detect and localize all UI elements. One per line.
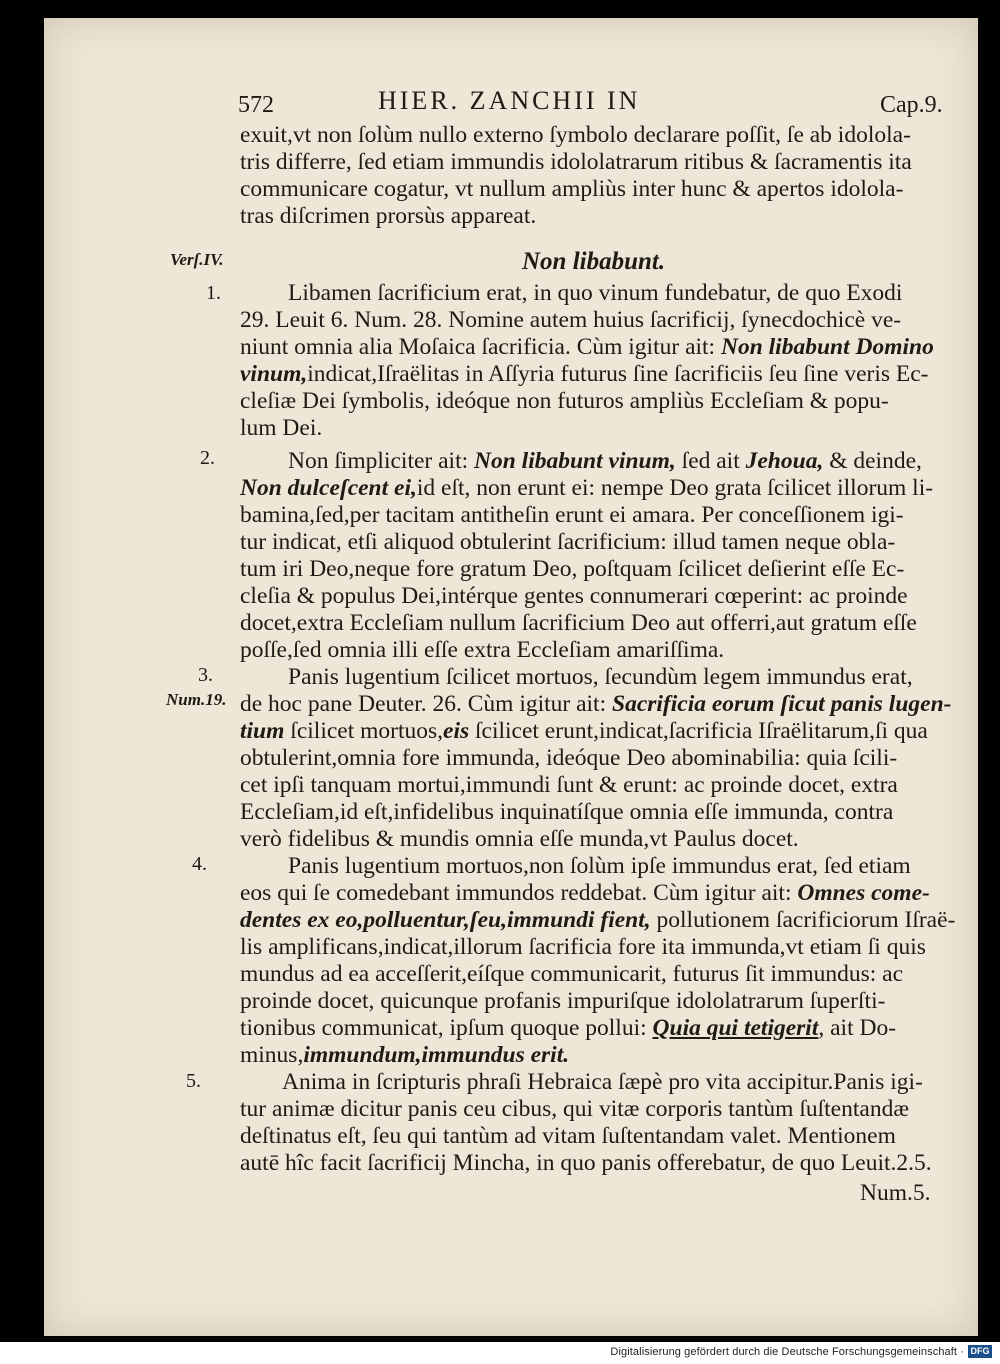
catchword: Num.5.: [860, 1180, 931, 1206]
text-line: tras diſcrimen prorsùs appareat.: [240, 203, 537, 229]
text-line: mundus ad ea acceſſerit,eíſque communicarit, futurus ſit immundus: ac: [240, 961, 904, 987]
text-line: vinum,indicat,Iſraëlitas in Aſſyria futurus ſine ſacrificiis ſeu ſine veris Ec-: [240, 361, 929, 387]
text-line: bamina,ſed,per tacitam antitheſin erunt ei amara. Per conceſſionem igi-: [240, 502, 904, 528]
margin-number: 1.: [206, 282, 221, 304]
text-line: lum Dei.: [240, 415, 323, 441]
text-line: tris differre, ſed etiam immundis idololatrarum ritibus & ſacramentis ita: [240, 149, 912, 175]
text-line: tur animæ dicitur panis ceu cibus, qui vitæ corporis tantùm ſuſtentandæ: [240, 1096, 909, 1122]
margin-number: 2.: [200, 447, 215, 469]
text-line: niunt omnia alia Moſaica ſacrificia. Cùm igitur ait: Non libabunt Domino: [240, 334, 934, 360]
text-line: minus,immundum,immundus erit.: [240, 1042, 570, 1068]
text-line: obtulerint,omnia fore immunda, ideóque Deo abominabilia: quia ſcili-: [240, 745, 898, 771]
margin-number: 3.: [198, 664, 213, 686]
text-line: autē hîc facit ſacrificij Mincha, in quo panis offerebatur, de quo Leuit.2.5.: [240, 1150, 932, 1176]
margin-verse-label: Verſ.IV.: [170, 250, 224, 269]
text-line: tum iri Deo,neque fore gratum Deo, poſtquam ſcilicet deſierint eſſe Ec-: [240, 556, 905, 582]
chapter-label: Cap.9.: [880, 92, 943, 118]
text-line: communicare cogatur, vt nullum ampliùs inter hunc & apertos idolola-: [240, 176, 904, 202]
text-line: lis amplificans,indicat,illorum ſacrificia fore ita immunda,vt etiam ſi quis: [240, 934, 926, 960]
text-line: docet,extra Eccleſiam nullum ſacrificium Deo aut offerri,aut gratum eſſe: [240, 610, 917, 636]
text-line: Libamen ſacrificium erat, in quo vinum fundebatur, de quo Exodi: [288, 280, 903, 306]
page-number: 572: [238, 92, 274, 118]
text-line: Panis lugentium ſcilicet mortuos, ſecundùm legem immundus erat,: [288, 664, 913, 690]
text-line: tium ſcilicet mortuos,eis ſcilicet erunt,indicat,ſacrificia Iſraëlitarum,ſi qua: [240, 718, 928, 744]
text-line: cleſia & populus Dei,intérque gentes connumerari cœperint: ac proinde: [240, 583, 908, 609]
text-line: proinde docet, quicunque profanis impuriſque idololatrarum ſuperſti-: [240, 988, 886, 1014]
text-line: cleſiæ Dei ſymbolis, ideóque non futuros ampliùs Eccleſiam & popu-: [240, 388, 889, 414]
text-line: Non ſimpliciter ait: Non libabunt vinum, ſed ait Jehoua, & deinde,: [288, 448, 922, 474]
text-line: eos qui ſe comedebant immundos reddebat. Cùm igitur ait: Omnes come-: [240, 880, 930, 906]
text-line: exuit,vt non ſolùm nullo externo ſymbolo declarare poſſit, ſe ab idolola-: [240, 122, 911, 148]
section-title: Non libabunt.: [522, 248, 666, 275]
text-line: Eccleſiam,id eſt,infidelibus inquinatíſque omnia eſſe immunda, contra: [240, 799, 894, 825]
text-line: verò fidelibus & mundis omnia eſſe munda,vt Paulus docet.: [240, 826, 799, 852]
text-line: dentes ex eo,polluentur,ſeu,immundi fient, pollutionem ſacrificiorum Iſraë-: [240, 907, 956, 933]
text-line: tionibus communicat, ipſum quoque pollui: Quia qui tetigerit, ait Do-: [240, 1015, 897, 1041]
margin-number: 5.: [186, 1070, 201, 1092]
text-line: tur indicat, etſi aliquod obtulerint ſacrificium: illud tamen neque obla-: [240, 529, 896, 555]
text-line: Anima in ſcripturis phraſi Hebraica ſæpè pro vita accipitur.Panis igi-: [282, 1069, 923, 1095]
margin-number: 4.: [192, 853, 207, 875]
text-line: Non dulceſcent ei,id eſt, non erunt ei: nempe Deo grata ſcilicet illorum li-: [240, 475, 934, 501]
text-line: 29. Leuit 6. Num. 28. Nomine autem huius ſacrificij, ſynecdochicè ve-: [240, 307, 902, 333]
running-title: HIER. ZANCHII IN: [378, 86, 641, 115]
margin-reference: Num.19.: [166, 690, 227, 709]
text-line: poſſe,ſed omnia illi eſſe extra Eccleſiam amariſſima.: [240, 637, 725, 663]
dfg-logo: DFG: [968, 1345, 992, 1358]
text-line: de hoc pane Deuter. 26. Cùm igitur ait: Sacrificia eorum ſicut panis lugen-: [240, 691, 952, 717]
funding-credit: Digitalisierung gefördert durch die Deutsche Forschungsgemeinschaft ·: [610, 1346, 964, 1358]
text-line: Panis lugentium mortuos,non ſolùm ipſe immundus erat, ſed etiam: [288, 853, 911, 879]
text-line: deſtinatus eſt, ſeu qui tantùm ad vitam ſuſtentandam valet. Mentionem: [240, 1123, 896, 1149]
text-line: cet ipſi tanquam mortui,immundi ſunt & erunt: ac proinde docet, extra: [240, 772, 898, 798]
